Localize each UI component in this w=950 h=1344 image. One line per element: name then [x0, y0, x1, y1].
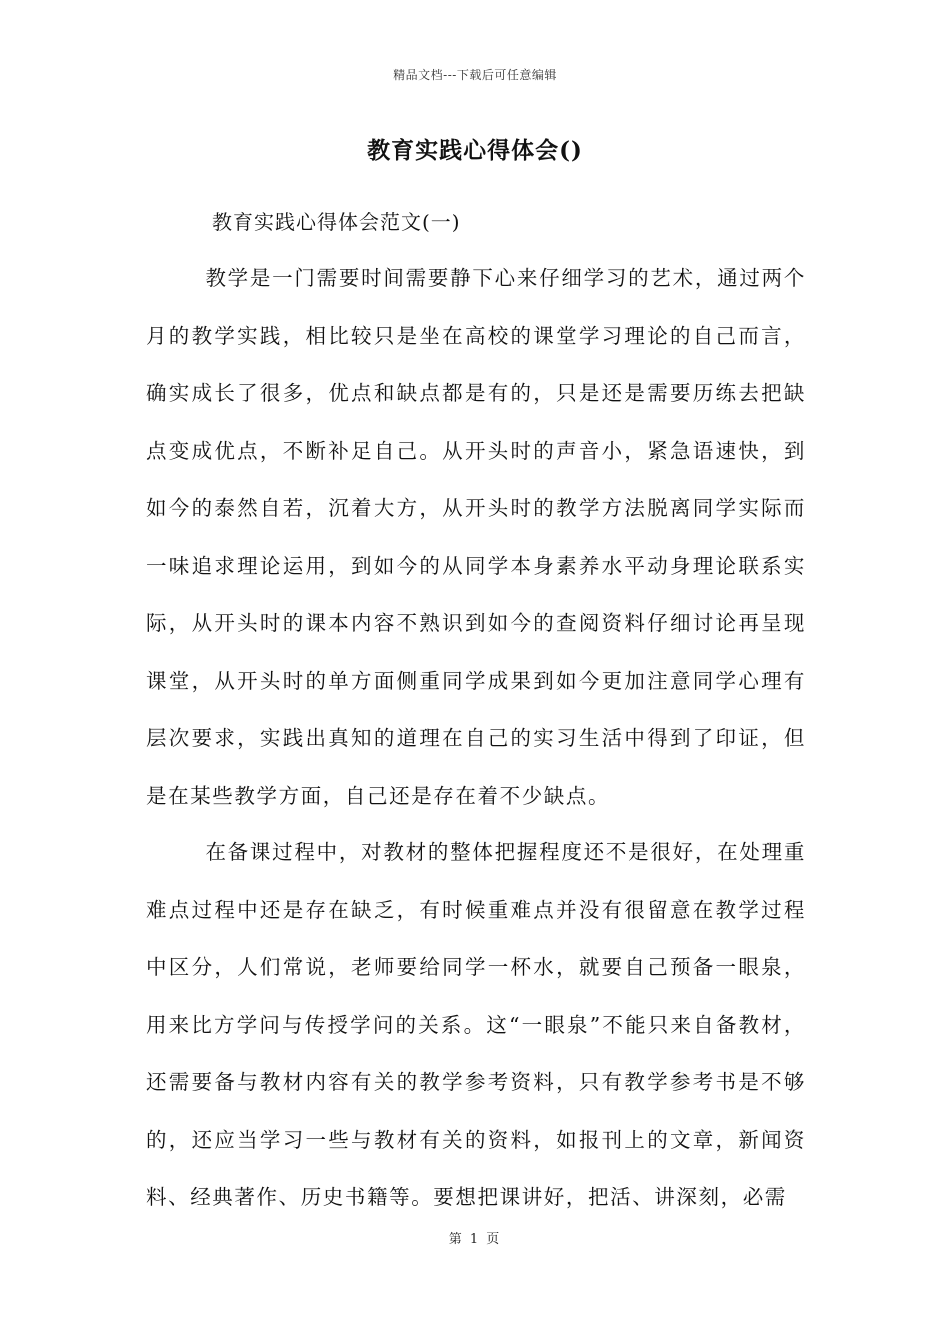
- body-paragraph: 教学是一门需要时间需要静下心来仔细学习的艺术，通过两个月的教学实践，相比较只是坐在高校的课堂学习理论的自己而言，确实成长了很多，优点和缺点都是有的，只是还是需要历练去把缺点变成优点，不断补足自己。从开头时的声音小，紧急语速快，到如今的泰然自若，沉着大方，从开头时的教学方法脱离同学实际而一味追求理论运用，到如今的从同学本身素养水平动身理论联系实际，从开头时的课本内容不熟识到如今的查阅资料仔细讨论再呈现课堂，从开头时的单方面侧重同学成果到如今更加注意同学心理有层次要求，实践出真知的道理在自己的实习生活中得到了印证，但是在某些教学方面，自己还是存在着不少缺点。: [146, 266, 806, 808]
- document-subtitle: 教育实践心得体会范文(一): [212, 210, 461, 234]
- page-header: 精品文档---下载后可任意编辑: [393, 68, 557, 82]
- document-title: 教育实践心得体会(): [367, 137, 583, 164]
- body-paragraph: 在备课过程中，对教材的整体把握程度还不是很好，在处理重难点过程中还是存在缺乏，有时候重难点并没有很留意在教学过程中区分，人们常说，老师要给同学一杯水，就要自己预备一眼泉，用来比方学问与传授学问的关系。这“一眼泉”不能只来自备教材，还需要备与教材内容有关的教学参考资料，只有教学参考书是不够的，还应当学习一些与教材有关的资料，如报刊上的文章，新闻资料、经典著作、历史书籍等。要想把课讲好，把活、讲深刻，必需: [146, 840, 806, 1209]
- page-number: 第 1 页: [448, 1232, 502, 1247]
